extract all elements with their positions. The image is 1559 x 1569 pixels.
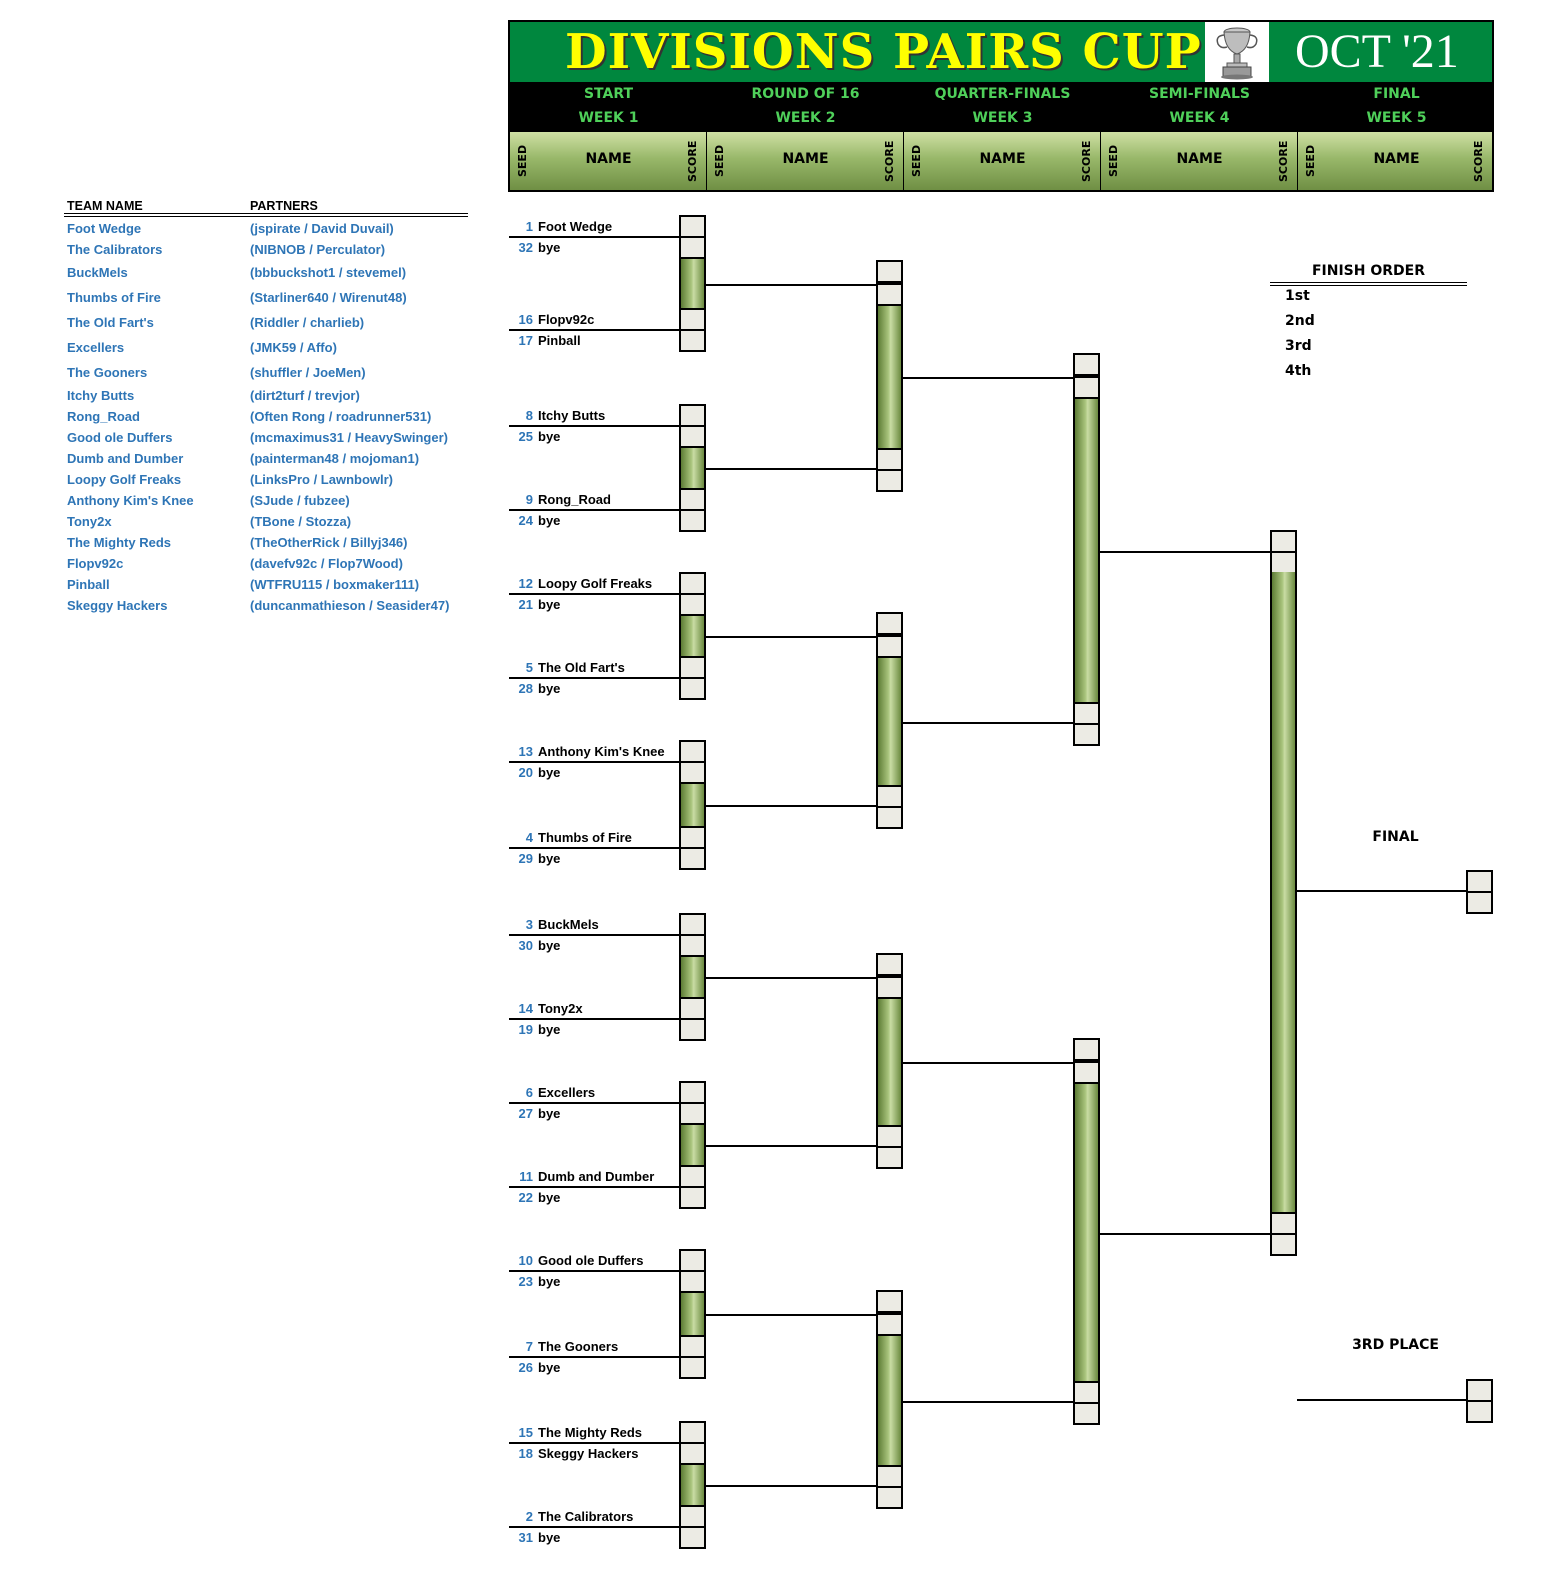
matchup-bar bbox=[679, 448, 706, 488]
roster-team-partners: (duncanmathieson / Seasider47) bbox=[250, 598, 450, 613]
seed-number: 22 bbox=[518, 1190, 533, 1205]
score-cell[interactable] bbox=[679, 404, 706, 427]
score-cell[interactable] bbox=[679, 572, 706, 595]
score-cell[interactable] bbox=[876, 1146, 903, 1169]
roster-team-name: Pinball bbox=[67, 577, 110, 592]
roster-team-partners: (NIBNOB / Perculator) bbox=[250, 242, 386, 257]
seed-number: 19 bbox=[518, 1022, 533, 1037]
seed-number: 20 bbox=[518, 765, 533, 780]
bracket-connector bbox=[706, 1145, 876, 1147]
seed-number: 7 bbox=[525, 1339, 533, 1354]
team-slot-name: Dumb and Dumber bbox=[538, 1169, 655, 1184]
bracket-connector bbox=[903, 722, 1073, 724]
bracket-connector bbox=[706, 977, 876, 979]
roster-team-partners: (shuffler / JoeMen) bbox=[250, 365, 366, 380]
seed-number: 4 bbox=[525, 830, 533, 845]
score-cell[interactable] bbox=[679, 425, 706, 448]
score-cell[interactable] bbox=[876, 469, 903, 492]
bracket-connector bbox=[706, 1314, 876, 1316]
bracket-connector bbox=[1100, 551, 1270, 553]
team-slot-name: The Gooners bbox=[538, 1339, 619, 1354]
seed-number: 3 bbox=[525, 917, 533, 932]
roster-team-partners: (LinksPro / Lawnbowlr) bbox=[250, 472, 394, 487]
score-cell[interactable] bbox=[679, 509, 706, 532]
entry-underline bbox=[509, 1270, 679, 1272]
score-cell[interactable] bbox=[1270, 1233, 1297, 1256]
seed-number: 25 bbox=[518, 429, 533, 444]
round-name: ROUND OF 16 bbox=[751, 86, 860, 102]
roster-team-name: Itchy Butts bbox=[67, 388, 135, 403]
matchup-bar bbox=[679, 784, 706, 826]
roster-team-partners: (SJude / fubzee) bbox=[250, 493, 350, 508]
roster-team-name: Foot Wedge bbox=[67, 221, 142, 236]
seed-number: 13 bbox=[518, 744, 533, 759]
roster-team-name: Rong_Road bbox=[67, 409, 140, 424]
round-name: FINAL bbox=[1373, 86, 1420, 102]
roster-team-partners: (WTFRU115 / boxmaker111) bbox=[250, 577, 420, 592]
seed-column-header: SEED bbox=[713, 144, 726, 178]
score-cell[interactable] bbox=[876, 612, 903, 635]
team-slot-name: The Calibrators bbox=[538, 1509, 634, 1524]
team-slot-name: Foot Wedge bbox=[538, 219, 613, 234]
team-slot-name: bye bbox=[538, 681, 561, 696]
score-cell[interactable] bbox=[679, 308, 706, 331]
matchup-bar bbox=[876, 658, 903, 785]
score-cell[interactable] bbox=[679, 997, 706, 1020]
seed-number: 28 bbox=[518, 681, 533, 696]
entry-underline bbox=[509, 1186, 679, 1188]
score-cell[interactable] bbox=[679, 215, 706, 238]
entry-underline bbox=[509, 593, 679, 595]
score-cell[interactable] bbox=[679, 1335, 706, 1358]
roster-team-partners: (davefv92c / Flop7Wood) bbox=[250, 556, 403, 571]
score-column-header: SCORE bbox=[1277, 140, 1290, 182]
score-cell[interactable] bbox=[876, 953, 903, 976]
round-week: WEEK 2 bbox=[775, 110, 836, 126]
seed-number: 11 bbox=[519, 1169, 533, 1184]
finish-place-3rd: 3rd bbox=[1285, 338, 1312, 354]
bracket-connector bbox=[706, 468, 876, 470]
score-cell[interactable] bbox=[1073, 1381, 1100, 1404]
roster-team-partners: (Starliner640 / Wirenut48) bbox=[250, 290, 407, 305]
seed-number: 9 bbox=[525, 492, 533, 507]
team-slot-name: bye bbox=[538, 765, 561, 780]
team-slot-name: bye bbox=[538, 1022, 561, 1037]
team-slot-name: Good ole Duffers bbox=[538, 1253, 644, 1268]
entry-underline bbox=[509, 1526, 679, 1528]
matchup-bar bbox=[1073, 1084, 1100, 1381]
seed-number: 10 bbox=[518, 1253, 533, 1268]
score-cell[interactable] bbox=[876, 1125, 903, 1148]
roster-team-name: The Old Fart's bbox=[67, 315, 154, 330]
entry-underline bbox=[509, 761, 679, 763]
third-place-score-cell[interactable] bbox=[1466, 1379, 1493, 1402]
third-place-connector bbox=[1297, 1399, 1467, 1401]
team-slot-name: Thumbs of Fire bbox=[538, 830, 632, 845]
seed-number: 30 bbox=[518, 938, 533, 953]
seed-number: 31 bbox=[518, 1530, 533, 1545]
round-name: QUARTER-FINALS bbox=[934, 86, 1071, 102]
entry-underline bbox=[509, 509, 679, 511]
roster-team-name: Excellers bbox=[67, 340, 125, 355]
seed-column-header: SEED bbox=[516, 144, 529, 178]
final-score-cell[interactable] bbox=[1466, 870, 1493, 893]
score-cell[interactable] bbox=[1073, 1061, 1100, 1084]
final-score-cell[interactable] bbox=[1466, 891, 1493, 914]
roster-team-name: BuckMels bbox=[67, 265, 128, 280]
bracket-connector bbox=[706, 284, 876, 286]
score-cell[interactable] bbox=[679, 1165, 706, 1188]
matchup-bar bbox=[679, 1125, 706, 1165]
score-cell[interactable] bbox=[679, 761, 706, 784]
score-cell[interactable] bbox=[679, 1102, 706, 1125]
entry-underline bbox=[509, 847, 679, 849]
score-cell[interactable] bbox=[679, 677, 706, 700]
matchup-bar bbox=[679, 1465, 706, 1505]
roster-team-partners: (Often Rong / roadrunner531) bbox=[250, 409, 432, 424]
team-slot-name: bye bbox=[538, 1360, 561, 1375]
finish-place-4th: 4th bbox=[1285, 363, 1312, 379]
entry-underline bbox=[509, 1356, 679, 1358]
finish-place-2nd: 2nd bbox=[1285, 313, 1315, 329]
team-slot-name: BuckMels bbox=[538, 917, 599, 932]
score-cell[interactable] bbox=[1073, 702, 1100, 725]
round-name: START bbox=[583, 86, 634, 102]
seed-number: 12 bbox=[518, 576, 533, 591]
matchup-bar bbox=[876, 1336, 903, 1465]
matchup-bar bbox=[876, 999, 903, 1125]
score-cell[interactable] bbox=[876, 1290, 903, 1313]
roster-team-partners: (jspirate / David Duvail) bbox=[250, 221, 394, 236]
entry-underline bbox=[509, 329, 679, 331]
round-week: WEEK 1 bbox=[578, 110, 639, 126]
roster-team-partners: (dirt2turf / trevjor) bbox=[250, 388, 360, 403]
score-cell[interactable] bbox=[679, 1356, 706, 1379]
score-cell[interactable] bbox=[876, 635, 903, 658]
score-cell[interactable] bbox=[876, 785, 903, 808]
seed-number: 16 bbox=[518, 312, 533, 327]
score-cell[interactable] bbox=[1073, 353, 1100, 376]
seed-number: 5 bbox=[525, 660, 533, 675]
score-cell[interactable] bbox=[679, 1081, 706, 1104]
team-slot-name: Itchy Butts bbox=[538, 408, 606, 423]
score-cell[interactable] bbox=[679, 934, 706, 957]
score-cell[interactable] bbox=[679, 593, 706, 616]
seed-number: 2 bbox=[525, 1509, 533, 1524]
score-cell[interactable] bbox=[679, 1526, 706, 1549]
entry-underline bbox=[509, 425, 679, 427]
third-place-label: 3RD PLACE bbox=[1352, 1337, 1439, 1353]
score-cell[interactable] bbox=[679, 1270, 706, 1293]
bracket-connector bbox=[903, 1401, 1073, 1403]
seed-number: 14 bbox=[518, 1001, 533, 1016]
team-slot-name: bye bbox=[538, 851, 561, 866]
score-cell[interactable] bbox=[679, 1505, 706, 1528]
score-cell[interactable] bbox=[679, 1018, 706, 1041]
roster-team-name: Tony2x bbox=[67, 514, 112, 529]
score-cell[interactable] bbox=[876, 1486, 903, 1509]
bracket-connector bbox=[1100, 1233, 1270, 1235]
team-slot-name: bye bbox=[538, 429, 561, 444]
roster-team-partners: (JMK59 / Affo) bbox=[250, 340, 337, 355]
score-cell[interactable] bbox=[679, 656, 706, 679]
entry-underline bbox=[509, 1102, 679, 1104]
team-slot-name: bye bbox=[538, 1106, 561, 1121]
score-cell[interactable] bbox=[876, 806, 903, 829]
name-column-header: NAME bbox=[585, 151, 632, 167]
team-slot-name: Excellers bbox=[538, 1085, 596, 1100]
score-cell[interactable] bbox=[679, 329, 706, 352]
score-cell[interactable] bbox=[1073, 1038, 1100, 1061]
score-column-header: SCORE bbox=[883, 140, 896, 182]
team-slot-name: bye bbox=[538, 597, 561, 612]
score-cell[interactable] bbox=[1270, 1212, 1297, 1235]
score-cell[interactable] bbox=[679, 1249, 706, 1272]
score-cell[interactable] bbox=[679, 236, 706, 259]
roster-team-partners: (bbbuckshot1 / stevemel) bbox=[250, 265, 407, 280]
seed-column-header: SEED bbox=[910, 144, 923, 178]
score-cell[interactable] bbox=[876, 283, 903, 306]
roster-header-partners: PARTNERS bbox=[250, 199, 318, 213]
score-cell[interactable] bbox=[876, 1313, 903, 1336]
score-column-header: SCORE bbox=[686, 140, 699, 182]
finish-order-title: FINISH ORDER bbox=[1311, 263, 1426, 279]
team-slot-name: bye bbox=[538, 240, 561, 255]
team-slot-name: The Old Fart's bbox=[538, 660, 625, 675]
name-column-header: NAME bbox=[1373, 151, 1420, 167]
bracket-connector bbox=[706, 636, 876, 638]
final-label: FINAL bbox=[1372, 829, 1419, 845]
entry-underline bbox=[509, 934, 679, 936]
team-slot-name: Skeggy Hackers bbox=[538, 1446, 639, 1461]
bracket-connector bbox=[903, 1062, 1073, 1064]
team-slot-name: bye bbox=[538, 1530, 561, 1545]
seed-number: 26 bbox=[518, 1360, 533, 1375]
roster-team-name: The Mighty Reds bbox=[67, 535, 172, 550]
bracket-connector bbox=[706, 805, 876, 807]
matchup-bar bbox=[1073, 399, 1100, 702]
team-slot-name: bye bbox=[538, 938, 561, 953]
matchup-bar bbox=[679, 957, 706, 997]
score-column-header: SCORE bbox=[1472, 140, 1485, 182]
seed-number: 8 bbox=[525, 408, 533, 423]
team-slot-name: Pinball bbox=[538, 333, 581, 348]
bracket-connector bbox=[706, 1485, 876, 1487]
score-cell[interactable] bbox=[876, 976, 903, 999]
roster-team-name: Thumbs of Fire bbox=[67, 290, 161, 305]
roster-team-name: Loopy Golf Freaks bbox=[67, 472, 182, 487]
score-column-header: SCORE bbox=[1080, 140, 1093, 182]
matchup-bar bbox=[1270, 572, 1297, 1212]
matchup-bar bbox=[679, 1293, 706, 1335]
roster-team-partners: (TheOtherRick / Billyj346) bbox=[250, 535, 408, 550]
score-cell[interactable] bbox=[1073, 723, 1100, 746]
entry-underline bbox=[509, 1018, 679, 1020]
seed-column-header: SEED bbox=[1304, 144, 1317, 178]
team-slot-name: Rong_Road bbox=[538, 492, 611, 507]
score-cell[interactable] bbox=[679, 1442, 706, 1465]
seed-number: 15 bbox=[518, 1425, 533, 1440]
score-cell[interactable] bbox=[876, 1465, 903, 1488]
score-cell[interactable] bbox=[679, 913, 706, 936]
score-cell[interactable] bbox=[1270, 551, 1297, 574]
third-place-score-cell[interactable] bbox=[1466, 1400, 1493, 1423]
page-title: DIVISIONS PAIRS CUP bbox=[565, 24, 1202, 80]
event-date: OCT '21 bbox=[1295, 25, 1459, 78]
team-slot-name: Anthony Kim's Knee bbox=[538, 744, 665, 759]
roster-team-name: Dumb and Dumber bbox=[67, 451, 184, 466]
score-cell[interactable] bbox=[679, 847, 706, 870]
roster-team-name: The Gooners bbox=[67, 365, 148, 380]
entry-underline bbox=[509, 1442, 679, 1444]
roster-team-partners: (Riddler / charlieb) bbox=[250, 315, 365, 330]
bracket-connector bbox=[1297, 890, 1467, 892]
seed-number: 32 bbox=[518, 240, 533, 255]
score-cell[interactable] bbox=[876, 448, 903, 471]
score-cell[interactable] bbox=[679, 826, 706, 849]
roster-team-partners: (TBone / Stozza) bbox=[250, 514, 352, 529]
roster-team-name: The Calibrators bbox=[67, 242, 163, 257]
roster-team-name: Skeggy Hackers bbox=[67, 598, 168, 613]
name-column-header: NAME bbox=[979, 151, 1026, 167]
seed-number: 29 bbox=[518, 851, 533, 866]
roster-team-name: Good ole Duffers bbox=[67, 430, 173, 445]
team-slot-name: bye bbox=[538, 1190, 561, 1205]
team-slot-name: Tony2x bbox=[538, 1001, 583, 1016]
seed-number: 1 bbox=[525, 219, 533, 234]
seed-number: 24 bbox=[518, 513, 533, 528]
score-cell[interactable] bbox=[876, 260, 903, 283]
team-slot-name: Flopv92c bbox=[538, 312, 595, 327]
team-slot-name: bye bbox=[538, 513, 561, 528]
roster-team-partners: (mcmaximus31 / HeavySwinger) bbox=[250, 430, 448, 445]
finish-place-1st: 1st bbox=[1285, 288, 1310, 304]
score-cell[interactable] bbox=[1270, 530, 1297, 553]
entry-underline bbox=[509, 236, 679, 238]
round-week: WEEK 5 bbox=[1366, 110, 1427, 126]
bracket-connector bbox=[903, 377, 1073, 379]
team-slot-name: bye bbox=[538, 1274, 561, 1289]
name-column-header: NAME bbox=[782, 151, 829, 167]
seed-number: 17 bbox=[518, 333, 533, 348]
round-week: WEEK 3 bbox=[972, 110, 1033, 126]
finish-order-rule bbox=[1270, 282, 1467, 286]
entry-underline bbox=[509, 677, 679, 679]
seed-number: 21 bbox=[518, 597, 533, 612]
matchup-bar bbox=[679, 616, 706, 656]
score-cell[interactable] bbox=[1073, 376, 1100, 399]
seed-number: 18 bbox=[518, 1446, 533, 1461]
team-slot-name: Loopy Golf Freaks bbox=[538, 576, 653, 591]
roster-team-name: Flopv92c bbox=[67, 556, 124, 571]
seed-number: 27 bbox=[518, 1106, 533, 1121]
matchup-bar bbox=[876, 306, 903, 448]
score-cell[interactable] bbox=[1073, 1402, 1100, 1425]
round-name: SEMI-FINALS bbox=[1149, 86, 1250, 102]
score-cell[interactable] bbox=[679, 488, 706, 511]
seed-number: 6 bbox=[525, 1085, 533, 1100]
roster-team-name: Anthony Kim's Knee bbox=[67, 493, 194, 508]
score-cell[interactable] bbox=[679, 740, 706, 763]
name-column-header: NAME bbox=[1176, 151, 1223, 167]
matchup-bar bbox=[679, 259, 706, 308]
seed-column-header: SEED bbox=[1107, 144, 1120, 178]
team-slot-name: The Mighty Reds bbox=[538, 1425, 643, 1440]
round-week: WEEK 4 bbox=[1169, 110, 1230, 126]
score-cell[interactable] bbox=[679, 1186, 706, 1209]
seed-number: 23 bbox=[518, 1274, 533, 1289]
roster-header-team: TEAM NAME bbox=[67, 199, 143, 213]
roster-team-partners: (painterman48 / mojoman1) bbox=[250, 451, 420, 466]
score-cell[interactable] bbox=[679, 1421, 706, 1444]
